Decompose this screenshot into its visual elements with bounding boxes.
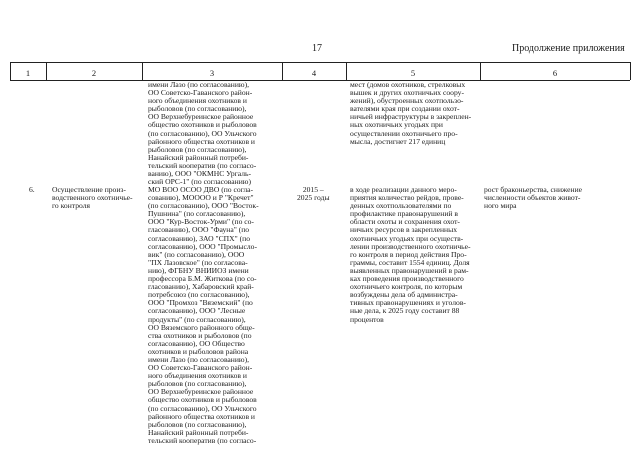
table-top-border	[10, 62, 630, 63]
column-header-2: 2	[91, 68, 97, 78]
column-header-3: 3	[209, 68, 215, 78]
row-number: 6.	[29, 185, 35, 194]
period-cell: 2015 – 2025 годы	[297, 185, 330, 203]
column-header-5: 5	[410, 68, 416, 78]
column-header-4: 4	[311, 68, 317, 78]
effect-cell: рост браконьерства, снижение численности объектов живот- ного мира	[484, 185, 583, 211]
page-number: 17	[312, 43, 322, 54]
column-header-6: 6	[552, 68, 558, 78]
continued-executors-cell: имени Лазо (по согласованию), ОО Советско-Гаванского район- ного объединения охотников и рыболовов (по согласованию), ОО Верхнебуреинское районное общество охотников и рыболовов (по согласованию), ОО Ульчского районного общества охотников и рыболовов (по согласованию), Нанайский районный потреби- тельский кооператив (по согласо- ванию), ООО "ОКМНС Ургаль- ский ОРС-1" (по согласованию)	[148, 80, 257, 187]
col-divider-6	[630, 62, 631, 80]
indicator-cell: в ходе реализации данного меро- приятия количество рейдов, прове- денных охотпользователями по профилактике правонарушений в области охоты и сохранения охот- ничьих ресурсов в закрепленных охотничьих угодьях при осуществ- лении производственного охотничье- го контроля в период действия Про- граммы, составит 1554 единиц. Доля выявленных правонарушений в рам- ках проведения производственного охотничьего контроля, по которым возбуждены дела об администра- тивных правонарушениях и уголов- ные дела, к 2025 году составит 88 процентов	[350, 185, 471, 324]
column-header-1: 1	[25, 68, 31, 78]
activity-cell: Осуществление произ- водственного охотничье- го контроля	[52, 185, 133, 211]
executors-cell: МО ВОО ОСОО ДВО (по согла- сованию), МОООО и Р "Кречет" (по согласованию), ООО "Восток- Пушнина" (по согласованию), ООО "Кур-Восток-Урми" (по со- гласованию), ООО "Фауна" (по согласованию), ЗАО "СПХ" (по согласованию), ООО "Промысло- вик" (по согласованию), ООО "ПХ Лазовское" (по согласова- нию), ФГБНУ ВНИИОЗ имени профессора Б.М. Житкова (по со- гласованию), Хабаровский край- потребсоюз (по согласованию), ООО "Промхоз "Вяземский" (по согласованию), ООО "Лесные продукты" (по согласованию), ОО Вяземского районного обще- ства охотников и рыболовов (по согласованию), ОО Общество охотников и рыболовов района имени Лазо (по согласованию), ОО Советско-Гаванского район- ного объединения охотников и рыболовов (по согласованию), ОО Верхнебуреинское районное общество охотников и рыболовов (по согласованию), ОО Ульчского районного общества охотников и рыболовов (по согласованию), Нанайский районный потреби- тельский кооператив (по согласо-	[148, 185, 259, 445]
continuation-label: Продолжение приложения	[512, 43, 625, 54]
header-bottom-border	[10, 80, 630, 81]
continued-indicator-cell: мест (домов охотников, стрелковых вышек и других охотничьих соору- жений), обустроенных охотпользо- вателями края при создании охот- ничьей инфраструктуры в закреплен- ных охотничьих угодьях при осуществлении охотничьего про- мысла, достигнет 217 единиц	[350, 80, 472, 146]
